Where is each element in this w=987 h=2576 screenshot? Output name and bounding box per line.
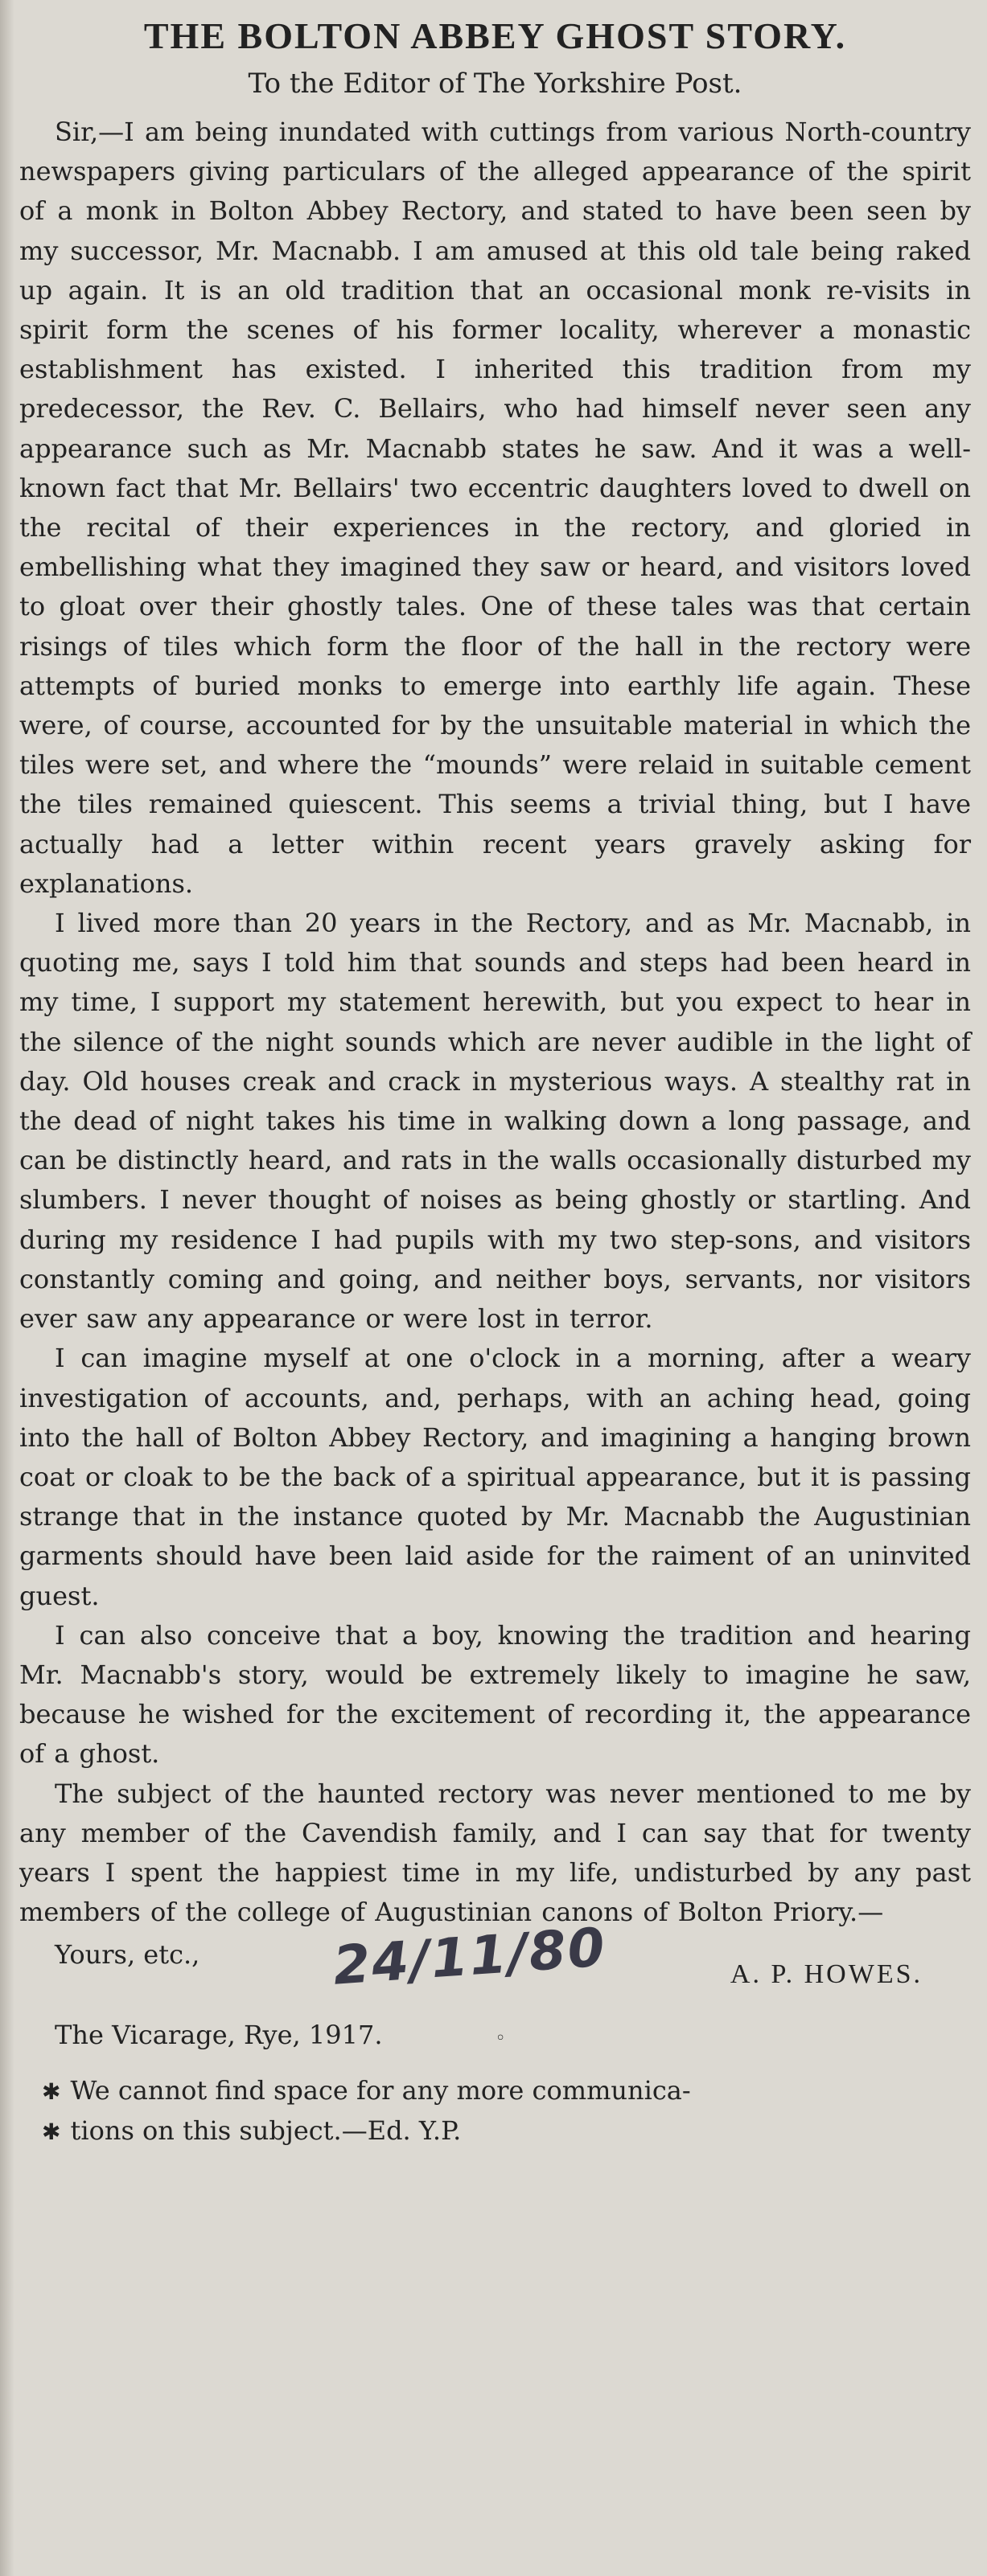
ink-dot-mark: ◦ (495, 2028, 506, 2049)
asterisk-icon: ✱ (42, 2119, 61, 2146)
editor-note-line-2-wrap (42, 2111, 971, 2151)
paragraph-3: I can imagine myself at one o'clock in a morning, after a weary investigation of accounts, and, perhaps, with an aching head, going into the hall of Bolton Abbey Rectory, and imagining a hanging brown coat or cloak to be the back of a spiritual appearance, but it is passing strange that in the instance quoted by Mr. Macnabb the Augustinian garments should have been laid aside for the raiment of an uninvited guest. (19, 1343, 971, 1611)
handwritten-date-note: 24/11/80 (331, 1916, 609, 1998)
paragraph-5: The subject of the haunted rectory was never mentioned to me by any member of the Cavendish family, and I can say that for twenty years I spent the happiest time in my life, undisturbed by any past members of the college of Augustinian canons of Bolton Priory.— (19, 1778, 971, 1928)
author-signature: A. P. HOWES. (730, 1959, 923, 1990)
dateline (19, 2016, 971, 2058)
signature-row (19, 1916, 971, 2016)
article-subtitle: To the Editor of The Yorkshire Post. (248, 68, 742, 100)
article-body (19, 113, 971, 1932)
closing-salutation: Yours, etc., (55, 1939, 200, 1971)
editor-note-line-1: We cannot find space for any more communica- (70, 2075, 691, 2106)
paragraph-2: I lived more than 20 years in the Rectory, and as Mr. Macnabb, in quoting me, says I told him that sounds and steps had been heard in my time, I support my statement herewith, but you expect to hear in the silence of the night sounds which are never audible in the light of day. Old houses creak and crack in mysterious ways. A stealthy rat in the dead of night takes his time in walking down a long passage, and can be distinctly heard, and rats in the walls occasionally disturbed my slumbers. I never thought of noises as being ghostly or startling. And during my residence I had pupils with my two step-sons, and visitors constantly coming and going, and neither boys, servants, nor visitors ever saw any appearance or were lost in terror. (19, 908, 971, 1335)
dateline-text: The Vicarage, Rye, 1917. (55, 2020, 383, 2051)
editor-note (19, 2071, 971, 2151)
editor-note-line-2: tions on this subject.—Ed. Y.P. (70, 2115, 462, 2147)
paragraph-4: I can also conceive that a boy, knowing the tradition and hearing Mr. Macnabb's story, would be extremely likely to imagine he saw, because he wished for the excitement of recording it, the appearance of a ghost. (19, 1619, 971, 1770)
paragraph-1: Sir,—I am being inundated with cuttings from various North-country newspapers giving particulars of the alleged appearance of the spirit of a monk in Bolton Abbey Rectory, and stated to have been seen by my successor, Mr. Macnabb. I am amused at this old tale being raked up again. It is an old tradition that an occasional monk re-visits in spirit form the scenes of his former locality, wherever a monastic establishment has existed. I inherited this tradition from my predecessor, the Rev. C. Bellairs, who had himself never seen any appearance such as Mr. Macnabb states he saw. And it was a well-known fact that Mr. Bellairs' two eccentric daughters loved to dwell on the recital of their experiences in the rectory, and gloried in embellishing what they imagined they saw or heard, and visitors loved to gloat over their ghostly tales. One of these tales was that certain risings of tiles which form the floor of the hall in the rectory were attempts of buried monks to emerge into earthly life again. These were, of course, accounted for by the unsuitable material in which the tiles were set, and where the “mounds” were relaid in suitable cement the tiles remained quiescent. This seems a trivial thing, but I have actually had a letter within recent years gravely asking for explanations. (19, 117, 971, 899)
article-title: THE BOLTON ABBEY GHOST STORY. (143, 15, 847, 56)
asterisk-icon: ✱ (42, 2078, 61, 2106)
paper-fold-shadow (0, 0, 14, 2576)
